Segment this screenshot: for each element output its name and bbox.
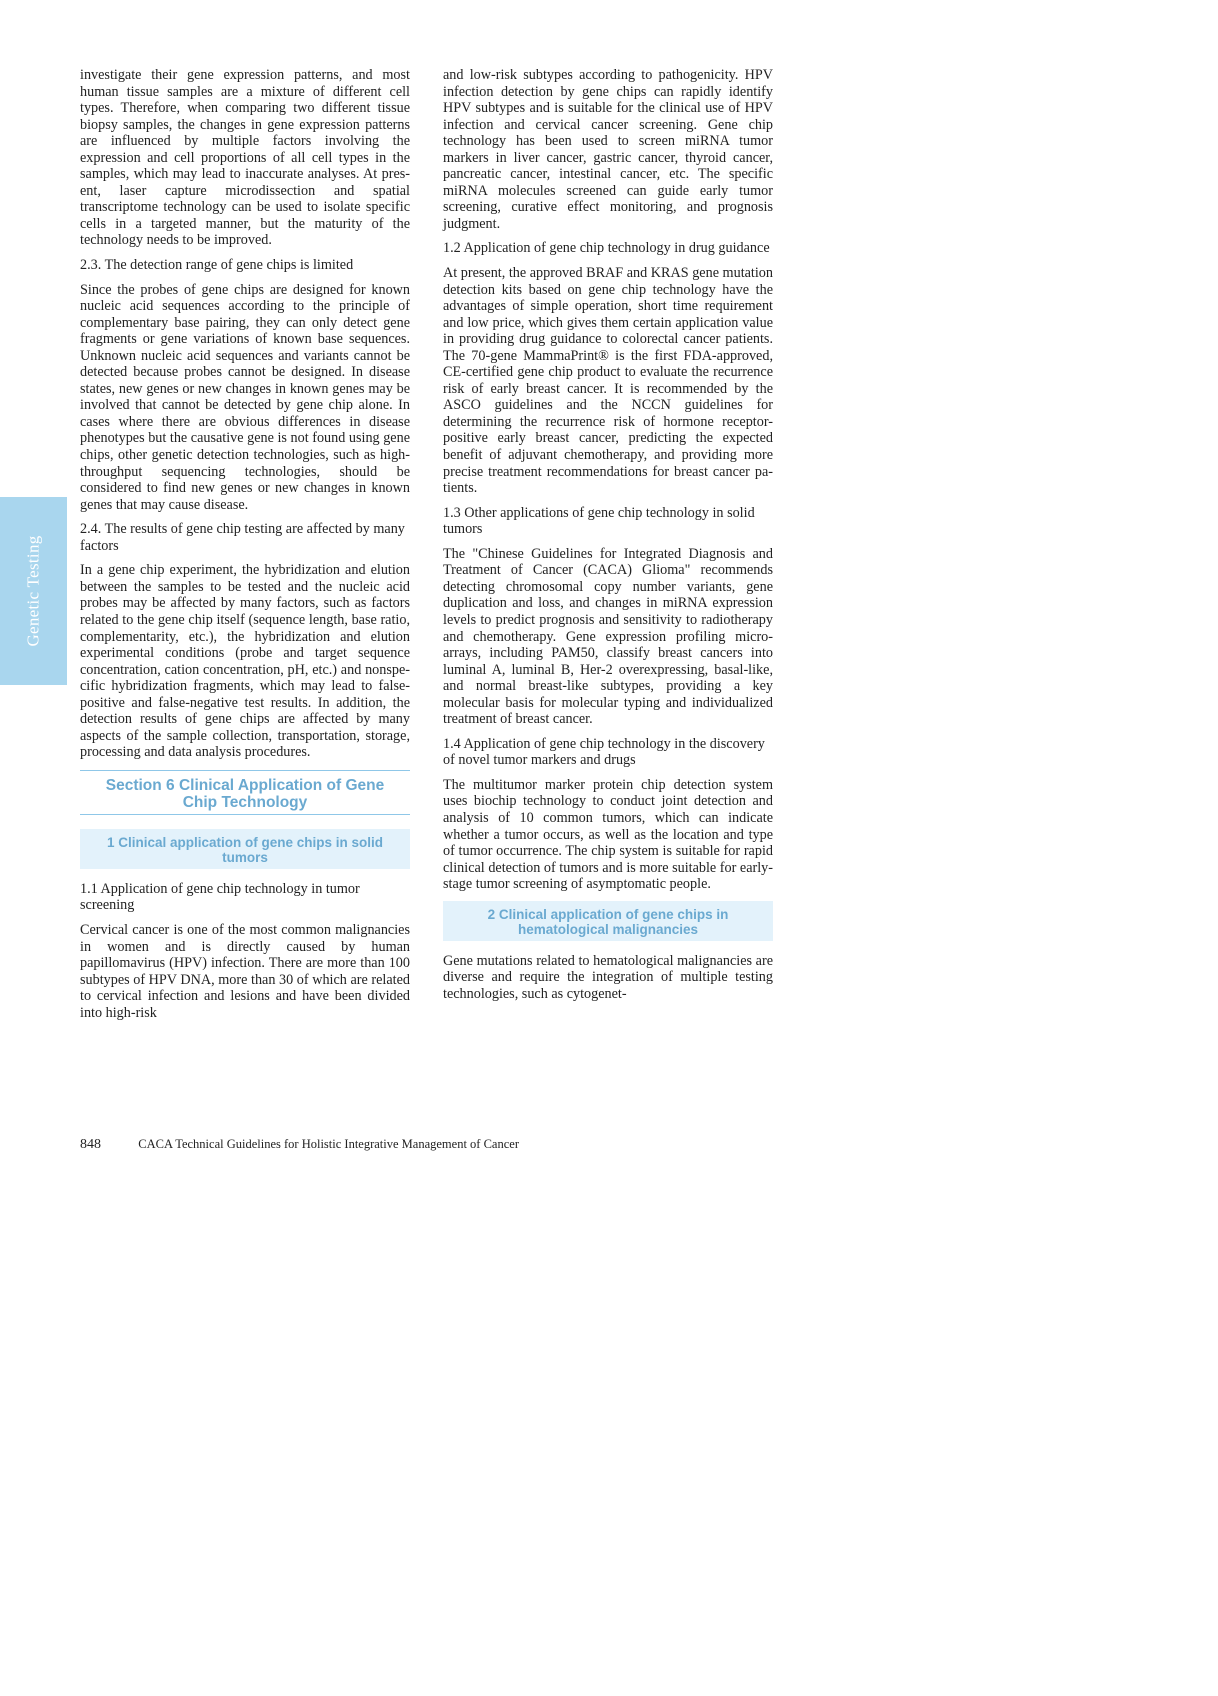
- left-column: [80, 67, 410, 1029]
- right-column: [443, 67, 773, 1010]
- page-footer: [80, 1136, 519, 1153]
- journal-title: CACA Technical Guidelines for Holistic Integrative Management of Cancer: [138, 1137, 519, 1151]
- paragraph: investigate their gene expression patterns, and most human tissue samples are a mixture of different cell types. Therefore, when comparing two different tissue biopsy samples, the changes in gene expression patterns are influenced by multiple factors involving the expression and cell proportions of all cell types in the samples, which may lead to inaccurate analyses. At present, laser capture microdissection and spatial transcriptome technology can be used to isolate specific cells in a targeted manner, but the maturity of the technology needs to be improved.: [80, 67, 410, 249]
- subheading-1-1: 1.1 Application of gene chip technology in tumor screening: [80, 880, 360, 914]
- subsection-1-title: 1 Clinical application of gene chips in solid tumors: [80, 829, 410, 869]
- paragraph: At present, the approved BRAF and KRAS gene mutation detection kits based on gene chip technology have the advantages of simple operation, short time requirement and low price, which gives them certain application value in providing drug guidance to colorectal cancer patients. The 70-gene MammaPrint® is the first FDA-approved, CE-certified gene chip product to evaluate the recurrence risk of early breast cancer. It is recommended by the ASCO guidelines and the NCCN guidelines for determining the recurrence risk of hormone receptor-positive early breast cancer, predicting the expected benefit of adjuvant chemotherapy, and providing more precise treatment recommendations for breast cancer patients.: [443, 265, 773, 497]
- paragraph: and low-risk subtypes according to pathogenicity. HPV infection detection by gene chips can rapidly identify HPV subtypes and is suitable for the clinical use of HPV infection and cervical cancer screening. Gene chip technology has been used to screen miRNA tumor markers in liver cancer, gastric cancer, thyroid cancer, pancreatic cancer, intestinal cancer, etc. The specific miRNA molecules screened can guide early tumor screening, curative effect monitoring, and prognosis judgment.: [443, 67, 773, 232]
- side-section-tab: [0, 497, 67, 685]
- subheading-1-3: 1.3 Other applications of gene chip technology in solid tumors: [443, 504, 755, 538]
- paragraph: The multitumor marker protein chip detection system uses biochip technology to conduct joint detection and analysis of 10 common tumors, which can indicate whether a tumor occurs, as well as the location and type of tumor occurrence. The chip system is suitable for rapid clinical detection of tumors and is more suitable for early-stage tumor screening of asymptomatic people.: [443, 776, 773, 893]
- subsection-2-title: 2 Clinical application of gene chips in hematological malignancies: [443, 901, 773, 941]
- paragraph: In a gene chip experiment, the hybridization and elution between the samples to be tested and the nucleic acid probes may be affected by many factors, such as factors related to the gene chip itself (sequence length, base ratio, complementarity, etc.), the hybridization and elution experimental conditions (probe and target sequence concentration, cation concentration, pH, etc.) and nonspecific hybridization fragments, which may lead to false-positive and false-negative test results. In addition, the detection results of gene chips are affected by many aspects of the sample collection, transportation, storage, processing and data analysis procedures.: [80, 562, 410, 761]
- subheading-1-2: 1.2 Application of gene chip technology in drug guidance: [443, 240, 770, 257]
- paragraph: Gene mutations related to hematological malignancies are diverse and require the integration of multiple testing technologies, such as cytogenet-: [443, 952, 773, 1002]
- paragraph: Cervical cancer is one of the most common malignancies in women and is directly caused by human papillomavirus (HPV) infection. There are more than 100 subtypes of HPV DNA, more than 30 of which are related to cervical infection and lesions and have been divided into high-risk: [80, 921, 410, 1021]
- subheading-2-3: 2.3. The detection range of gene chips is limited: [80, 257, 354, 274]
- subheading-2-4: 2.4. The results of gene chip testing are affected by many factors: [80, 521, 405, 554]
- section-6-title: Section 6 Clinical Application of Gene Chip Technology: [80, 770, 410, 815]
- side-tab-label: Genetic Testing: [23, 535, 43, 647]
- subheading-1-4: 1.4 Application of gene chip technology in the discovery of novel tumor markers and drugs: [443, 735, 765, 769]
- paragraph: The "Chinese Guidelines for Integrated Diagnosis and Treatment of Cancer (CACA) Glioma" recommends detecting chromosomal copy number variants, gene duplication and loss, and changes in miRNA expression levels to predict prognosis and sensitivity to radiotherapy and chemotherapy. Gene expression profiling microarrays, including PAM50, classify breast cancers into luminal A, luminal B, Her-2 overexpressing, basal-like, and normal breast-like subtypes, providing a key molecular basis for molecular typing and individualized treatment of breast cancer.: [443, 545, 773, 728]
- page-number: 848: [80, 1137, 101, 1152]
- paragraph: Since the probes of gene chips are designed for known nucleic acid sequences according to the principle of complementary base pairing, they can only detect gene fragments or gene variations of known base sequences. Unknown nucleic acid sequences and variants cannot be detected because probes cannot be designed. In disease states, new genes or new changes in known genes may be involved that cannot be detected by gene chip alone. In cases where there are obvious differences in disease phenotypes but the causative gene is not found using gene chips, other genetic detection technologies, such as high-throughput sequencing technologies, should be considered to find new genes or new changes in known genes that may cause disease.: [80, 281, 410, 513]
